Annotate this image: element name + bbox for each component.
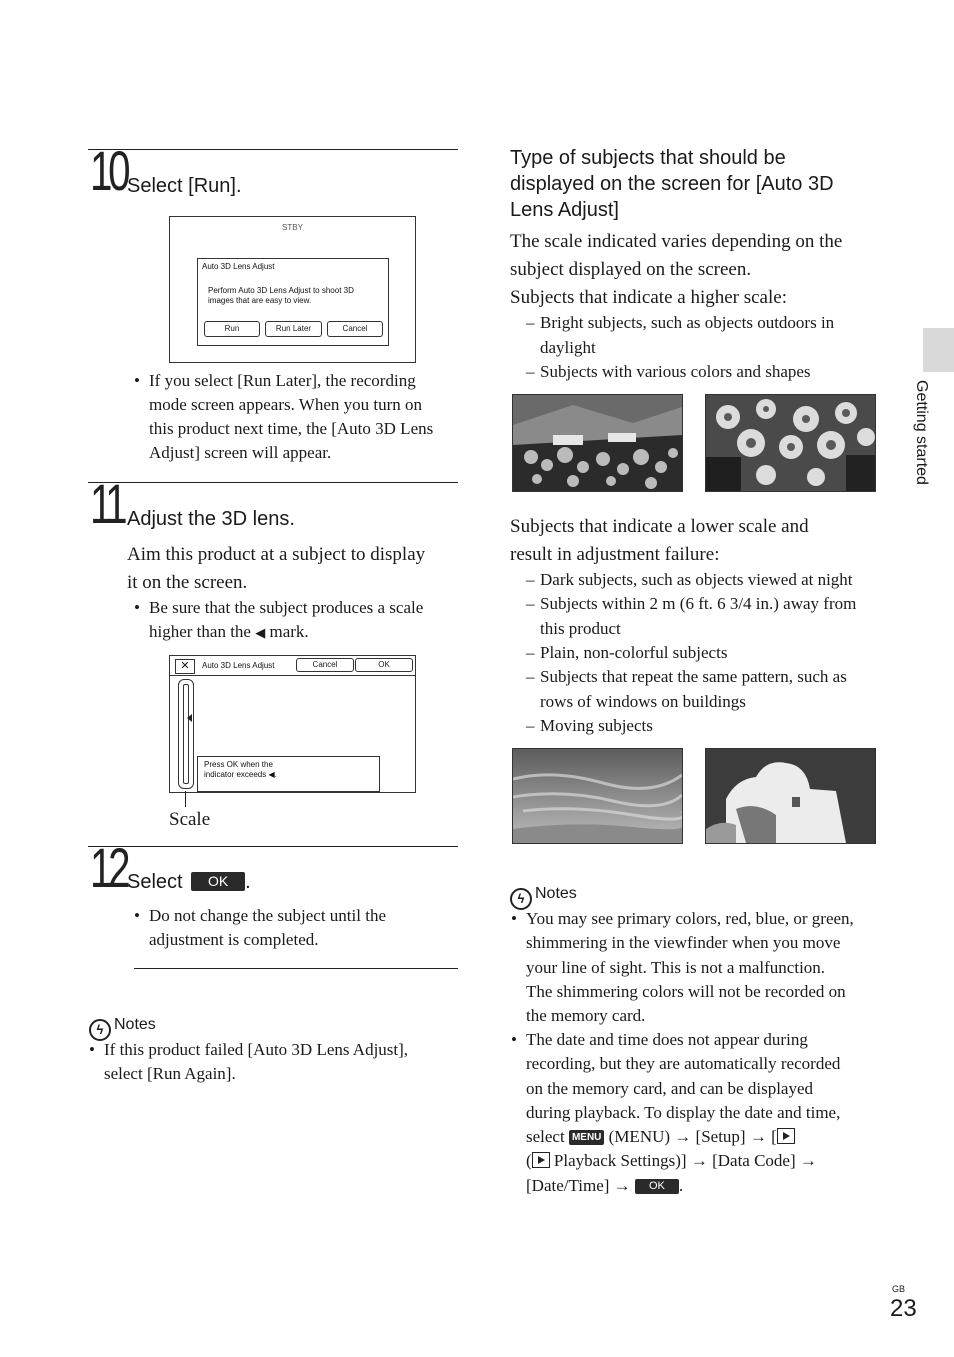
page-number: 23 (890, 1295, 917, 1322)
scale-bar (183, 684, 189, 784)
arrow-right-icon: → (799, 1151, 817, 1171)
dialog-title: Auto 3D Lens Adjust (202, 262, 275, 271)
sky-photo (512, 748, 683, 844)
step-11-bullet: • Be sure that the subject produces a scale higher than the ◀ mark. (134, 598, 424, 641)
menu-path-line-1: select MENU (MENU) → [Setup] → [ (526, 1125, 891, 1149)
step-10-title: Select [Run]. (127, 175, 242, 197)
close-icon[interactable]: ✕ (175, 659, 195, 674)
higher-item-2: – Subjects with various colors and shapes (526, 362, 811, 381)
menu-badge: MENU (569, 1130, 604, 1145)
screen-title: Auto 3D Lens Adjust (202, 661, 275, 670)
lower-item-5: – Moving subjects (526, 716, 653, 735)
threshold-mark-icon (187, 714, 192, 722)
higher-item-1: – Bright subjects, such as objects outdoors in daylight (526, 313, 835, 357)
lower-item-1: – Dark subjects, such as objects viewed at night (526, 570, 853, 589)
dialog-message-2: images that are easy to view. (208, 296, 312, 305)
step-12-bullet: • Do not change the subject until the adjustment is completed. (134, 906, 386, 949)
ok-button[interactable]: OK (355, 658, 413, 672)
lower-item-3: – Plain, non-colorful subjects (526, 643, 728, 662)
notes-right-item-2: • The date and time does not appear during recording, but they are automatically recorded on the memory card, and can be displayed during playback. To display the date and time, select MENU (MENU) → [Setup] → [ ( Playback Settings)] → [Data Code] → [Date/Time] → OK . (511, 1028, 891, 1198)
notes-right-heading: ϟ Notes (510, 884, 577, 910)
arrow-right-icon: → (613, 1175, 631, 1195)
lower-scale-heading: Subjects that indicate a lower scale and result in adjustment failure: (510, 516, 809, 565)
run-dialog-screen (169, 216, 416, 363)
arrow-right-icon: → (690, 1151, 708, 1171)
step-11-intro: Aim this product at a subject to display it on the screen. (127, 544, 426, 593)
subjects-intro: The scale indicated varies depending on the subject displayed on the screen. Subjects that indicate a higher scale: (510, 228, 890, 312)
cancel-button[interactable]: Cancel (327, 321, 383, 337)
auto-3d-dialog (197, 258, 389, 346)
lens-adjust-screen (169, 655, 416, 793)
scale-callout-line (185, 791, 186, 807)
threshold-mark-icon: ◀. (268, 770, 277, 779)
step-10-bullet: • If you select [Run Later], the recording mode screen appears. When you turn on this product next time, the [Auto 3D Lens Adjust] screen will appear. (134, 371, 434, 462)
step-11-rule (88, 482, 458, 483)
scale-label: Scale (169, 809, 211, 830)
arrow-right-icon: → (674, 1127, 692, 1147)
notes-left-heading: ϟ Notes (89, 1015, 156, 1041)
scale-indicator (178, 679, 194, 789)
notes-left-item: • If this product failed [Auto 3D Lens Adjust], select [Run Again]. (89, 1040, 409, 1083)
white-building-photo (705, 748, 876, 844)
notes-lightning-icon: ϟ (89, 1019, 111, 1041)
playback-icon (532, 1152, 550, 1168)
playback-icon (777, 1128, 795, 1144)
section-side-label: Getting started (913, 380, 930, 485)
step-10-rule (88, 149, 458, 150)
higher-scale-heading: Subjects that indicate a higher scale: (510, 287, 787, 308)
subjects-heading: Type of subjects that should be displayed on the screen for [Auto 3D Lens Adjust] (510, 147, 834, 221)
arrow-right-icon: → (749, 1127, 767, 1147)
run-button[interactable]: Run (204, 321, 260, 337)
hint-box: Press OK when the indicator exceeds ◀. (197, 756, 380, 792)
cancel-button[interactable]: Cancel (296, 658, 354, 672)
stby-status: STBY (282, 223, 303, 232)
dialog-message-1: Perform Auto 3D Lens Adjust to shoot 3D (208, 286, 354, 295)
notes-lightning-icon: ϟ (510, 888, 532, 910)
step-11-title: Adjust the 3D lens. (127, 508, 295, 530)
step-11-number: 11 (90, 472, 124, 535)
indicator-mark-icon: ◀ (255, 625, 266, 640)
ok-badge: OK (191, 872, 245, 891)
run-later-button[interactable]: Run Later (265, 321, 322, 337)
step-12-title: Select OK . (127, 871, 251, 893)
menu-path-line-2: ( Playback Settings)] → [Data Code] → (526, 1151, 817, 1171)
menu-path-line-3: [Date/Time] → OK . (526, 1175, 684, 1195)
step-12-rule (88, 846, 458, 847)
ok-badge: OK (635, 1179, 679, 1194)
step-12-number: 12 (90, 836, 127, 899)
page-region: GB (892, 1284, 906, 1294)
notes-right-item-1: • You may see primary colors, red, blue, or green, shimmering in the viewfinder when you move your line of sight. This is not a malfunction. The shimmering colors will not be recorded on the memory card. (511, 909, 854, 1026)
step-12-end-rule (134, 968, 458, 969)
lower-item-4: – Subjects that repeat the same pattern, such as rows of windows on buildings (526, 667, 847, 711)
market-stall-photo (512, 394, 683, 492)
flowers-photo (705, 394, 876, 492)
section-tab-marker (923, 328, 954, 372)
step-10-number: 10 (90, 139, 127, 202)
lower-item-2: – Subjects within 2 m (6 ft. 6 3/4 in.) away from this product (526, 594, 857, 638)
